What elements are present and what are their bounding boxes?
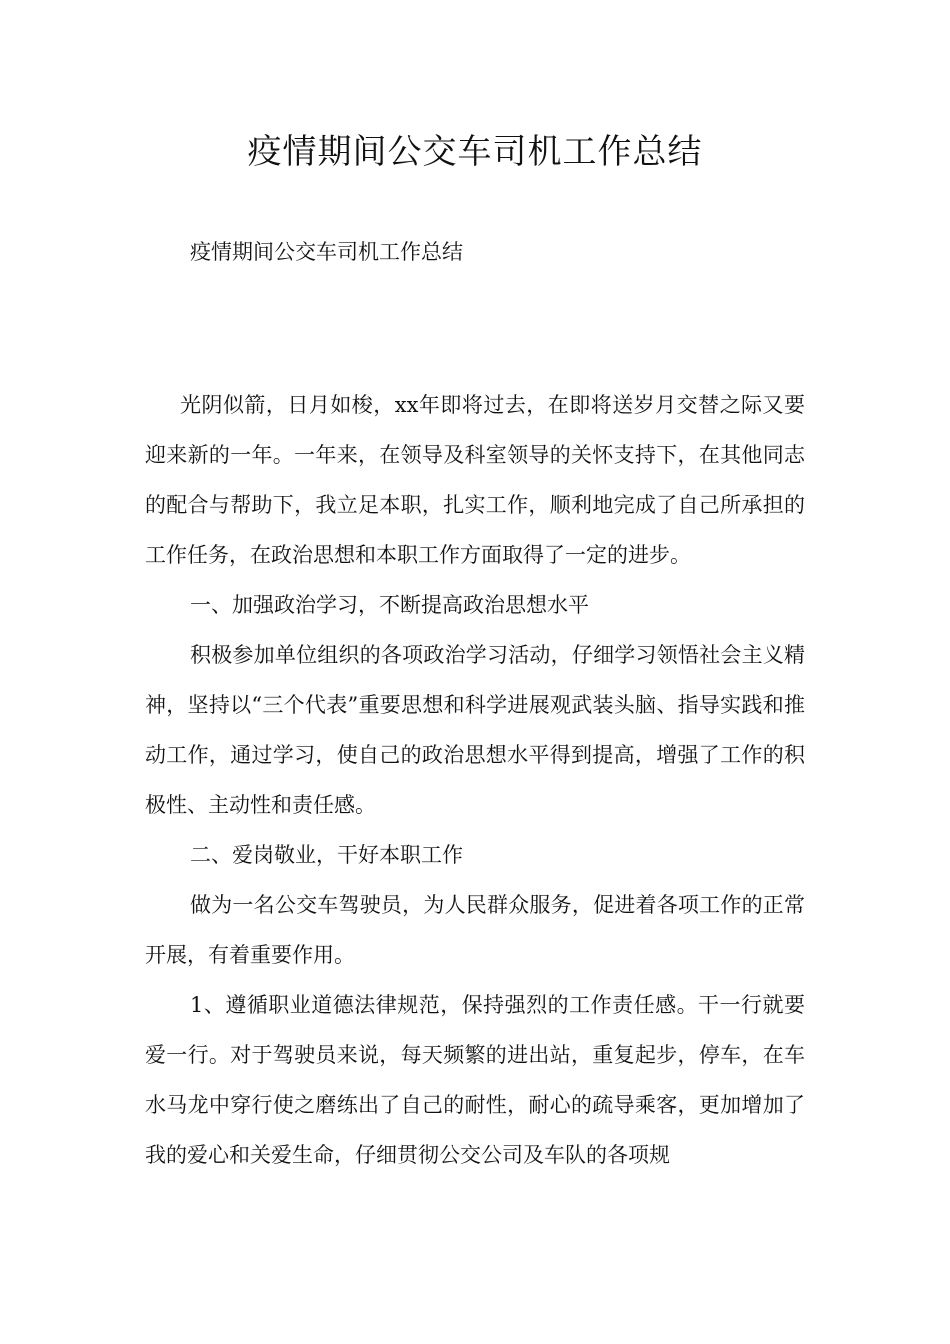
section-heading-1: 一、加强政治学习，不断提高政治思想水平 xyxy=(190,593,589,617)
paragraph-item-1: 1、遵循职业道德法律规范，保持强烈的工作责任感。干一行就要爱一行。对于驾驶员来说，每天频繁的进出站，重复起步，停车，在车水马龙中穿行使之磨练出了自己的耐性，耐心的疏导乘客，更加增加了我的爱心和关爱生命，仔细贯彻公交公司及车队的各项规 xyxy=(145,993,805,1167)
document-title: 疫情期间公交车司机工作总结 xyxy=(247,132,703,172)
paragraph-section-1: 积极参加单位组织的各项政治学习活动，仔细学习领悟社会主义精神，坚持以“三个代表”重要思想和科学进展观武装头脑、指导实践和推动工作，通过学习，使自己的政治思想水平得到提高，增强了工作的积极性、主动性和责任感。 xyxy=(145,643,805,817)
document-subtitle: 疫情期间公交车司机工作总结 xyxy=(190,240,463,264)
section-heading-2: 二、爱岗敬业，干好本职工作 xyxy=(190,843,463,867)
paragraph-intro: 光阴似箭，日月如梭，xx年即将过去，在即将送岁月交替之际又要迎来新的一年。一年来，在领导及科室领导的关怀支持下，在其他同志的配合与帮助下，我立足本职，扎实工作，顺利地完成了自己所承担的工作任务，在政治思想和本职工作方面取得了一定的进步。 xyxy=(145,393,805,567)
document-body xyxy=(145,380,805,1180)
paragraph-section-2: 做为一名公交车驾驶员，为人民群众服务，促进着各项工作的正常开展，有着重要作用。 xyxy=(145,893,805,967)
